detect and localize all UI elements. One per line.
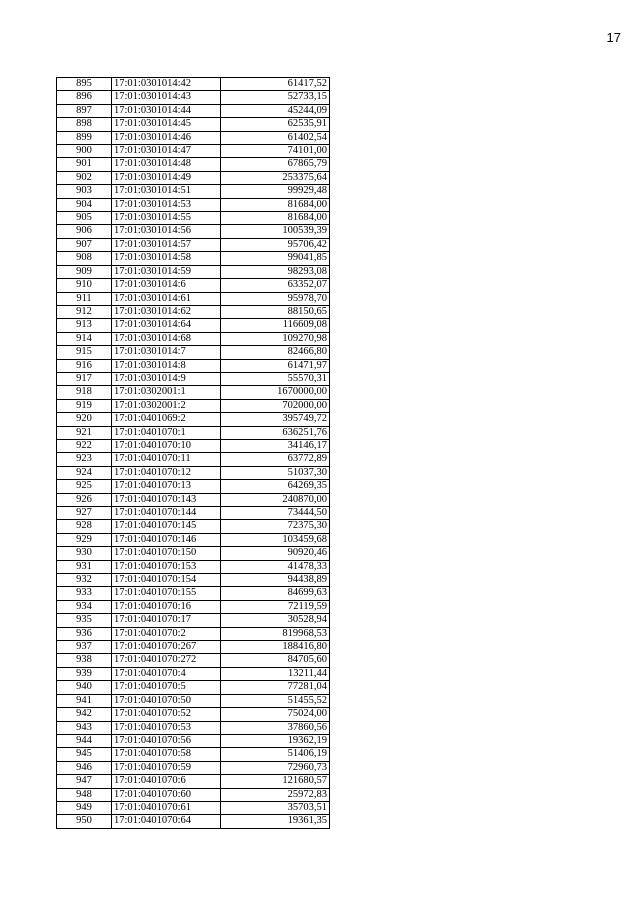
cadastral-number-cell: 17:01:0401070:2 — [112, 627, 221, 640]
value-cell: 636251,76 — [221, 426, 330, 439]
value-cell: 81684,00 — [221, 198, 330, 211]
value-cell: 35703,51 — [221, 801, 330, 814]
value-cell: 88150,65 — [221, 305, 330, 318]
value-cell: 702000,00 — [221, 399, 330, 412]
row-number-cell: 935 — [57, 614, 112, 627]
value-cell: 103459,68 — [221, 533, 330, 546]
value-cell: 116609,08 — [221, 319, 330, 332]
value-cell: 19361,35 — [221, 815, 330, 828]
table-row — [57, 520, 330, 533]
table-row — [57, 587, 330, 600]
table-row — [57, 359, 330, 372]
row-number-cell: 925 — [57, 480, 112, 493]
cadastral-number-cell: 17:01:0301014:6 — [112, 279, 221, 292]
row-number-cell: 945 — [57, 748, 112, 761]
row-number-cell: 915 — [57, 346, 112, 359]
table-row — [57, 507, 330, 520]
value-cell: 62535,91 — [221, 118, 330, 131]
cadastral-number-cell: 17:01:0401069:2 — [112, 413, 221, 426]
row-number-cell: 926 — [57, 493, 112, 506]
value-cell: 75024,00 — [221, 708, 330, 721]
value-cell: 99929,48 — [221, 185, 330, 198]
value-cell: 63772,89 — [221, 453, 330, 466]
table-row — [57, 413, 330, 426]
value-cell: 64269,35 — [221, 480, 330, 493]
value-cell: 74101,00 — [221, 145, 330, 158]
table-row — [57, 801, 330, 814]
cadastral-number-cell: 17:01:0401070:143 — [112, 493, 221, 506]
table-row — [57, 426, 330, 439]
row-number-cell: 946 — [57, 761, 112, 774]
value-cell: 95978,70 — [221, 292, 330, 305]
value-cell: 72960,73 — [221, 761, 330, 774]
table-row — [57, 748, 330, 761]
row-number-cell: 895 — [57, 78, 112, 91]
table-row — [57, 305, 330, 318]
cadastral-number-cell: 17:01:0401070:61 — [112, 801, 221, 814]
table-row — [57, 198, 330, 211]
table-row — [57, 292, 330, 305]
table-row — [57, 654, 330, 667]
value-cell: 81684,00 — [221, 212, 330, 225]
cadastral-number-cell: 17:01:0401070:13 — [112, 480, 221, 493]
value-cell: 1670000,00 — [221, 386, 330, 399]
cadastral-number-cell: 17:01:0301014:64 — [112, 319, 221, 332]
value-cell: 73444,50 — [221, 507, 330, 520]
cadastral-number-cell: 17:01:0301014:53 — [112, 198, 221, 211]
value-cell: 77281,04 — [221, 681, 330, 694]
row-number-cell: 917 — [57, 372, 112, 385]
cadastral-number-cell: 17:01:0301014:68 — [112, 332, 221, 345]
value-cell: 109270,98 — [221, 332, 330, 345]
cadastral-number-cell: 17:01:0401070:64 — [112, 815, 221, 828]
cadastral-number-cell: 17:01:0301014:47 — [112, 145, 221, 158]
value-cell: 72375,30 — [221, 520, 330, 533]
value-cell: 63352,07 — [221, 279, 330, 292]
value-cell: 84699,63 — [221, 587, 330, 600]
value-cell: 51406,19 — [221, 748, 330, 761]
cadastral-number-cell: 17:01:0301014:45 — [112, 118, 221, 131]
table-row — [57, 547, 330, 560]
table-row — [57, 681, 330, 694]
row-number-cell: 950 — [57, 815, 112, 828]
value-cell: 30528,94 — [221, 614, 330, 627]
cadastral-number-cell: 17:01:0401070:150 — [112, 547, 221, 560]
row-number-cell: 931 — [57, 560, 112, 573]
table-body — [57, 78, 330, 829]
cadastral-number-cell: 17:01:0301014:48 — [112, 158, 221, 171]
table-row — [57, 761, 330, 774]
table-row — [57, 480, 330, 493]
table-row — [57, 721, 330, 734]
table-row — [57, 439, 330, 452]
cadastral-number-cell: 17:01:0401070:155 — [112, 587, 221, 600]
table-row — [57, 788, 330, 801]
value-cell: 84705,60 — [221, 654, 330, 667]
cadastral-number-cell: 17:01:0401070:58 — [112, 748, 221, 761]
row-number-cell: 906 — [57, 225, 112, 238]
row-number-cell: 898 — [57, 118, 112, 131]
cadastral-number-cell: 17:01:0301014:51 — [112, 185, 221, 198]
table-row — [57, 493, 330, 506]
table-row — [57, 131, 330, 144]
cadastral-number-cell: 17:01:0401070:59 — [112, 761, 221, 774]
row-number-cell: 909 — [57, 265, 112, 278]
row-number-cell: 947 — [57, 775, 112, 788]
row-number-cell: 932 — [57, 574, 112, 587]
table-row — [57, 252, 330, 265]
table-row — [57, 775, 330, 788]
value-cell: 94438,89 — [221, 574, 330, 587]
row-number-cell: 943 — [57, 721, 112, 734]
value-cell: 61402,54 — [221, 131, 330, 144]
cadastral-number-cell: 17:01:0301014:57 — [112, 238, 221, 251]
cadastral-number-cell: 17:01:0301014:62 — [112, 305, 221, 318]
cadastral-number-cell: 17:01:0401070:146 — [112, 533, 221, 546]
table-row — [57, 667, 330, 680]
value-cell: 19362,19 — [221, 734, 330, 747]
table-row — [57, 225, 330, 238]
value-cell: 61417,52 — [221, 78, 330, 91]
table-row — [57, 560, 330, 573]
cadastral-number-cell: 17:01:0301014:55 — [112, 212, 221, 225]
row-number-cell: 930 — [57, 547, 112, 560]
table-row — [57, 815, 330, 828]
cadastral-number-cell: 17:01:0301014:43 — [112, 91, 221, 104]
cadastral-number-cell: 17:01:0301014:44 — [112, 104, 221, 117]
row-number-cell: 910 — [57, 279, 112, 292]
cadastral-number-cell: 17:01:0401070:10 — [112, 439, 221, 452]
data-table — [56, 77, 330, 829]
row-number-cell: 913 — [57, 319, 112, 332]
cadastral-number-cell: 17:01:0401070:153 — [112, 560, 221, 573]
value-cell: 99041,85 — [221, 252, 330, 265]
row-number-cell: 919 — [57, 399, 112, 412]
value-cell: 52733,15 — [221, 91, 330, 104]
row-number-cell: 918 — [57, 386, 112, 399]
table-row — [57, 319, 330, 332]
row-number-cell: 916 — [57, 359, 112, 372]
value-cell: 67865,79 — [221, 158, 330, 171]
row-number-cell: 902 — [57, 171, 112, 184]
row-number-cell: 927 — [57, 507, 112, 520]
table-row — [57, 104, 330, 117]
row-number-cell: 920 — [57, 413, 112, 426]
row-number-cell: 940 — [57, 681, 112, 694]
value-cell: 37860,56 — [221, 721, 330, 734]
value-cell: 188416,80 — [221, 641, 330, 654]
cadastral-number-cell: 17:01:0401070:145 — [112, 520, 221, 533]
value-cell: 34146,17 — [221, 439, 330, 452]
row-number-cell: 949 — [57, 801, 112, 814]
row-number-cell: 905 — [57, 212, 112, 225]
cadastral-number-cell: 17:01:0301014:59 — [112, 265, 221, 278]
cadastral-number-cell: 17:01:0301014:56 — [112, 225, 221, 238]
row-number-cell: 936 — [57, 627, 112, 640]
table-row — [57, 533, 330, 546]
table-row — [57, 346, 330, 359]
cadastral-number-cell: 17:01:0401070:6 — [112, 775, 221, 788]
cadastral-number-cell: 17:01:0301014:7 — [112, 346, 221, 359]
row-number-cell: 933 — [57, 587, 112, 600]
cadastral-number-cell: 17:01:0301014:58 — [112, 252, 221, 265]
cadastral-number-cell: 17:01:0301014:42 — [112, 78, 221, 91]
cadastral-number-cell: 17:01:0401070:154 — [112, 574, 221, 587]
cadastral-number-cell: 17:01:0401070:4 — [112, 667, 221, 680]
table-row — [57, 600, 330, 613]
row-number-cell: 934 — [57, 600, 112, 613]
value-cell: 61471,97 — [221, 359, 330, 372]
cadastral-number-cell: 17:01:0301014:49 — [112, 171, 221, 184]
cadastral-number-cell: 17:01:0401070:144 — [112, 507, 221, 520]
row-number-cell: 899 — [57, 131, 112, 144]
cadastral-number-cell: 17:01:0401070:17 — [112, 614, 221, 627]
row-number-cell: 924 — [57, 466, 112, 479]
value-cell: 25972,83 — [221, 788, 330, 801]
table-row — [57, 78, 330, 91]
table-row — [57, 627, 330, 640]
cadastral-number-cell: 17:01:0401070:56 — [112, 734, 221, 747]
cadastral-number-cell: 17:01:0401070:267 — [112, 641, 221, 654]
row-number-cell: 901 — [57, 158, 112, 171]
row-number-cell: 937 — [57, 641, 112, 654]
table-row — [57, 734, 330, 747]
table-row — [57, 91, 330, 104]
row-number-cell: 900 — [57, 145, 112, 158]
row-number-cell: 944 — [57, 734, 112, 747]
row-number-cell: 942 — [57, 708, 112, 721]
row-number-cell: 921 — [57, 426, 112, 439]
table-row — [57, 614, 330, 627]
table-row — [57, 238, 330, 251]
table-row — [57, 332, 330, 345]
row-number-cell: 904 — [57, 198, 112, 211]
table-row — [57, 466, 330, 479]
value-cell: 121680,57 — [221, 775, 330, 788]
table-row — [57, 279, 330, 292]
value-cell: 51455,52 — [221, 694, 330, 707]
row-number-cell: 908 — [57, 252, 112, 265]
value-cell: 13211,44 — [221, 667, 330, 680]
cadastral-number-cell: 17:01:0302001:2 — [112, 399, 221, 412]
value-cell: 395749,72 — [221, 413, 330, 426]
row-number-cell: 922 — [57, 439, 112, 452]
table-row — [57, 694, 330, 707]
cadastral-number-cell: 17:01:0401070:11 — [112, 453, 221, 466]
cadastral-number-cell: 17:01:0401070:52 — [112, 708, 221, 721]
table-row — [57, 185, 330, 198]
table-row — [57, 118, 330, 131]
value-cell: 82466,80 — [221, 346, 330, 359]
row-number-cell: 912 — [57, 305, 112, 318]
row-number-cell: 938 — [57, 654, 112, 667]
value-cell: 45244,09 — [221, 104, 330, 117]
row-number-cell: 907 — [57, 238, 112, 251]
table-row — [57, 158, 330, 171]
row-number-cell: 939 — [57, 667, 112, 680]
row-number-cell: 914 — [57, 332, 112, 345]
table-row — [57, 708, 330, 721]
cadastral-number-cell: 17:01:0401070:60 — [112, 788, 221, 801]
value-cell: 253375,64 — [221, 171, 330, 184]
value-cell: 72119,59 — [221, 600, 330, 613]
row-number-cell: 941 — [57, 694, 112, 707]
row-number-cell: 928 — [57, 520, 112, 533]
value-cell: 90920,46 — [221, 547, 330, 560]
cadastral-number-cell: 17:01:0401070:1 — [112, 426, 221, 439]
table-row — [57, 212, 330, 225]
cadastral-number-cell: 17:01:0401070:16 — [112, 600, 221, 613]
cadastral-number-cell: 17:01:0401070:50 — [112, 694, 221, 707]
value-cell: 100539,39 — [221, 225, 330, 238]
table-row — [57, 386, 330, 399]
value-cell: 240870,00 — [221, 493, 330, 506]
table-row — [57, 265, 330, 278]
table-row — [57, 372, 330, 385]
cadastral-number-cell: 17:01:0301014:46 — [112, 131, 221, 144]
value-cell: 98293,08 — [221, 265, 330, 278]
value-cell: 51037,30 — [221, 466, 330, 479]
cadastral-number-cell: 17:01:0301014:9 — [112, 372, 221, 385]
table-row — [57, 641, 330, 654]
cadastral-number-cell: 17:01:0401070:5 — [112, 681, 221, 694]
value-cell: 41478,33 — [221, 560, 330, 573]
cadastral-number-cell: 17:01:0302001:1 — [112, 386, 221, 399]
table-row — [57, 399, 330, 412]
cadastral-number-cell: 17:01:0401070:53 — [112, 721, 221, 734]
row-number-cell: 896 — [57, 91, 112, 104]
cadastral-number-cell: 17:01:0401070:272 — [112, 654, 221, 667]
table-row — [57, 453, 330, 466]
row-number-cell: 923 — [57, 453, 112, 466]
row-number-cell: 948 — [57, 788, 112, 801]
row-number-cell: 897 — [57, 104, 112, 117]
cadastral-number-cell: 17:01:0301014:61 — [112, 292, 221, 305]
value-cell: 95706,42 — [221, 238, 330, 251]
table-row — [57, 574, 330, 587]
row-number-cell: 911 — [57, 292, 112, 305]
value-cell: 55570,31 — [221, 372, 330, 385]
cadastral-number-cell: 17:01:0301014:8 — [112, 359, 221, 372]
table-row — [57, 171, 330, 184]
table-row — [57, 145, 330, 158]
value-cell: 819968,53 — [221, 627, 330, 640]
row-number-cell: 929 — [57, 533, 112, 546]
cadastral-number-cell: 17:01:0401070:12 — [112, 466, 221, 479]
page-number: 17 — [606, 30, 621, 45]
row-number-cell: 903 — [57, 185, 112, 198]
